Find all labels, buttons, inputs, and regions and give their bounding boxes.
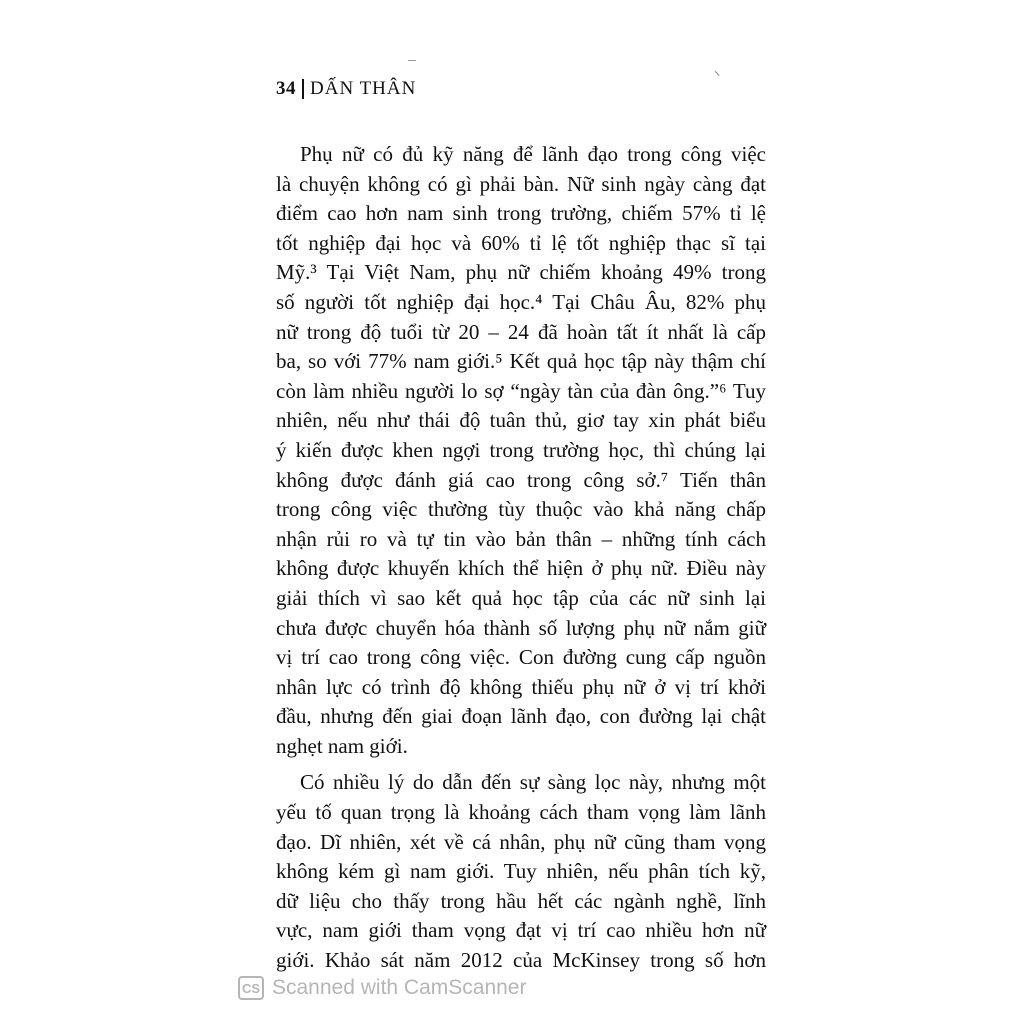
camscanner-logo-icon: CS bbox=[238, 976, 264, 1000]
camscanner-watermark bbox=[238, 976, 526, 1000]
scan-artifact-mark bbox=[408, 60, 416, 61]
text-line: ý kiến được khen ngợi trong trường học, thì chúng lại bbox=[276, 437, 766, 462]
text-line: giải thích vì sao kết quả học tập của các nữ sinh lại bbox=[276, 585, 766, 610]
text-line: chưa được chuyển hóa thành số lượng phụ nữ nắm giữ bbox=[276, 615, 766, 640]
text-line: nhân lực có trình độ không thiếu phụ nữ ở vị trí khởi bbox=[276, 674, 766, 699]
text-line: giới. Khảo sát năm 2012 của McKinsey trong số hơn bbox=[276, 948, 766, 973]
text-line: nhận rủi ro và tự tin vào bản thân – những tính cách bbox=[276, 526, 766, 551]
text-line: không được đánh giá cao trong công sở.⁷ Tiến thân bbox=[276, 467, 766, 492]
text-line: trong công việc thường tùy thuộc vào khả năng chấp bbox=[276, 497, 766, 522]
watermark-text: Scanned with CamScanner bbox=[272, 976, 527, 999]
text-line: yếu tố quan trọng là khoảng cách tham vọng làm lãnh bbox=[276, 800, 766, 825]
text-line: tốt nghiệp đại học và 60% tỉ lệ tốt nghiệp thạc sĩ tại bbox=[276, 230, 766, 255]
text-line: đạo. Dĩ nhiên, xét về cá nhân, phụ nữ cũng tham vọng bbox=[276, 829, 766, 854]
text-line: nhiên, nếu như thái độ tuân thủ, giơ tay xin phát biểu bbox=[276, 408, 766, 433]
text-line: Mỹ.³ Tại Việt Nam, phụ nữ chiếm khoảng 49% trong bbox=[276, 260, 766, 285]
text-line: nghẹt nam giới. bbox=[276, 733, 408, 758]
text-line: Có nhiều lý do dẫn đến sự sàng lọc này, nhưng một bbox=[300, 770, 766, 795]
text-line: nữ trong độ tuổi từ 20 – 24 đã hoàn tất ít nhất là cấp bbox=[276, 319, 766, 344]
scan-artifact-mark bbox=[710, 71, 719, 80]
text-line: đầu, nhưng đến giai đoạn lãnh đạo, con đường lại chật bbox=[276, 704, 766, 729]
page-header bbox=[276, 78, 416, 100]
text-line: vực, nam giới tham vọng đạt vị trí cao nhiều hơn nữ bbox=[276, 918, 766, 943]
text-line: không được khuyến khích thể hiện ở phụ nữ. Điều này bbox=[276, 556, 766, 581]
text-line: ba, so với 77% nam giới.⁵ Kết quả học tập này thậm chí bbox=[276, 349, 766, 374]
text-line: vị trí cao trong công việc. Con đường cung cấp nguồn bbox=[276, 645, 766, 670]
body-text bbox=[276, 140, 766, 976]
text-line: là chuyện không có gì phải bàn. Nữ sinh ngày càng đạt bbox=[276, 171, 766, 196]
page-number: 34 bbox=[276, 78, 296, 99]
text-line: Phụ nữ có đủ kỹ năng để lãnh đạo trong công việc bbox=[300, 142, 766, 166]
text-line: số người tốt nghiệp đại học.⁴ Tại Châu Âu, 82% phụ bbox=[276, 289, 766, 314]
paragraph bbox=[276, 768, 766, 975]
header-divider bbox=[302, 79, 304, 99]
text-line: điểm cao hơn nam sinh trong trường, chiếm 57% tỉ lệ bbox=[276, 201, 766, 226]
paragraph bbox=[276, 140, 766, 761]
text-line: không kém gì nam giới. Tuy nhiên, nếu phân tích kỹ, bbox=[276, 859, 766, 884]
running-title: DẤN THÂN bbox=[310, 78, 417, 99]
text-line: dữ liệu cho thấy trong hầu hết các ngành nghề, lĩnh bbox=[276, 888, 766, 913]
text-line: còn làm nhiều người lo sợ “ngày tàn của đàn ông.”⁶ Tuy bbox=[276, 378, 766, 403]
